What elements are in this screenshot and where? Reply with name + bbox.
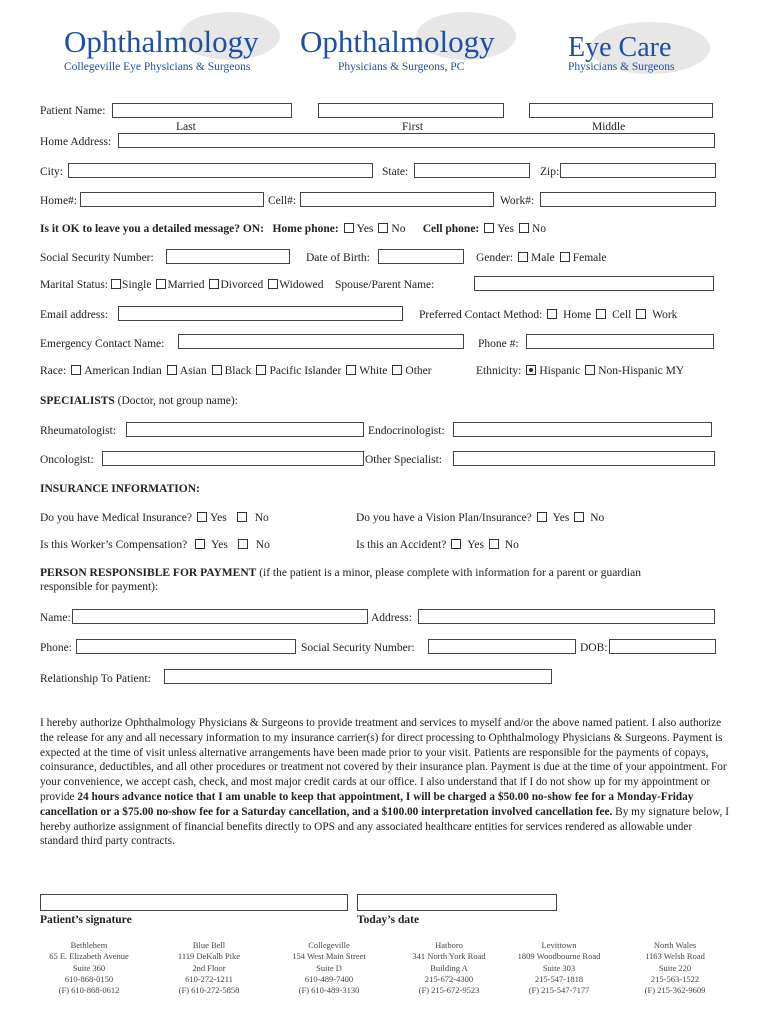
marital-group: [40, 278, 434, 292]
checkbox-icon[interactable]: [346, 365, 356, 375]
location-bethlehem: [34, 940, 144, 996]
medical-insurance-question: [40, 511, 269, 525]
home-phone-option: Home phone:: [272, 223, 339, 235]
hispanic-label: Hispanic: [539, 365, 581, 377]
race-group: [40, 364, 432, 378]
email-field[interactable]: [118, 306, 403, 321]
home-address-label: Home Address:: [40, 136, 112, 148]
logo-eyecare: [540, 18, 720, 78]
authorization-paragraph: [40, 716, 732, 849]
yes-label: Yes: [210, 512, 227, 524]
work-phone-field[interactable]: [540, 192, 716, 207]
checkbox-icon[interactable]: [344, 223, 354, 233]
married-label: Married: [167, 279, 205, 291]
todays-date-field[interactable]: [357, 894, 557, 911]
location-name: North Wales: [653, 940, 697, 950]
checkbox-icon[interactable]: [547, 309, 557, 319]
ssn-label: Social Security Number:: [40, 252, 154, 264]
location-fax: (F) 610-489-3130: [298, 985, 360, 996]
email-label: Email address:: [40, 309, 109, 321]
location-name: Levittown: [541, 940, 577, 950]
last-caption: Last: [176, 121, 196, 133]
patient-name-label: Patient Name:: [40, 105, 106, 117]
yes-label: Yes: [356, 223, 374, 235]
medical-q-text: Do you have Medical Insurance?: [40, 512, 192, 524]
emergency-contact-label: Emergency Contact Name:: [40, 338, 165, 350]
no-label: No: [590, 512, 605, 524]
checkbox-icon[interactable]: [484, 223, 494, 233]
payer-address-label: Address:: [371, 612, 412, 624]
location-fax: (F) 215-547-7177: [528, 985, 590, 996]
payer-name-label: Name:: [40, 612, 71, 624]
oncologist-field[interactable]: [102, 451, 364, 466]
pref-cell-label: Cell: [612, 309, 632, 321]
marital-label: Marital Status:: [40, 279, 109, 291]
location-suite: Suite 303: [542, 962, 576, 973]
location-phone: 215-672-4300: [424, 973, 474, 984]
dob-field[interactable]: [378, 249, 464, 264]
location-blue-bell: [154, 940, 264, 996]
payer-phone-field[interactable]: [76, 639, 296, 654]
preferred-contact-label: Preferred Contact Method:: [419, 309, 543, 321]
workers-comp-question: [40, 538, 270, 552]
zip-field[interactable]: [560, 163, 716, 178]
location-collegeville: [274, 940, 384, 996]
emergency-phone-field[interactable]: [526, 334, 714, 349]
dob-label: Date of Birth:: [306, 252, 370, 264]
location-address: 154 West Main Street: [292, 951, 366, 962]
emergency-phone-label: Phone #:: [478, 338, 519, 350]
payment-heading: [40, 566, 641, 580]
authorization-text-2: By my signature below, I hereby authorize assignment of financial benefits directly to OPS and any associated healthcare entities for services rendered as allowable under standard third party contracts.: [40, 805, 729, 848]
spouse-label: Spouse/Parent Name:: [335, 279, 435, 291]
location-fax: (F) 215-362-9609: [644, 985, 706, 996]
work-phone-label: Work#:: [500, 195, 535, 207]
vision-q-text: Do you have a Vision Plan/Insurance?: [356, 512, 532, 524]
insurance-heading: INSURANCE INFORMATION:: [40, 483, 200, 495]
message-question-text: Is it OK to leave you a detailed message? ON:: [40, 223, 264, 235]
middle-name-field[interactable]: [529, 103, 713, 118]
no-label: No: [532, 223, 547, 235]
ethnicity-label: Ethnicity:: [476, 365, 522, 377]
location-name: Blue Bell: [192, 940, 226, 950]
other-specialist-field[interactable]: [453, 451, 715, 466]
payer-address-field[interactable]: [418, 609, 715, 624]
home-phone-label: Home#:: [40, 195, 78, 207]
specialists-heading: [40, 394, 238, 408]
asian-label: Asian: [179, 365, 207, 377]
first-name-field[interactable]: [318, 103, 504, 118]
location-phone: 610-489-7400: [304, 973, 354, 984]
non-hispanic-label: Non-Hispanic MY: [598, 365, 685, 377]
location-fax: (F) 215-672-9523: [418, 985, 480, 996]
logo-title: Eye Care: [568, 32, 672, 63]
yes-label: Yes: [467, 539, 484, 551]
authorization-text-1: I hereby authorize Ophthalmology Physicians & Surgeons to provide treatment and services to myself and/or the above named patient. I also authorize the release for any and all necessary information to my insurance carrier(s) for direct processing to Ophthalmology Physicians & Surgeons. Payment is expected at the time of visit unless alternative arrangements have been made prior to your visit. Patients are responsible for the payments of copays, coinsurance, deductibles, and all other procedures or treatment not covered by their insurance plan. Payment is due at the time of your appointment. For your convenience, we accept cash, check, and most major credit cards at our office. I also understand that if I do not show up for my appointment or provide: [40, 717, 727, 803]
gender-label: Gender:: [476, 252, 514, 264]
male-label: Male: [531, 252, 555, 264]
rheumatologist-field[interactable]: [126, 422, 364, 437]
ethnicity-group: [476, 364, 684, 378]
rheumatologist-label: Rheumatologist:: [40, 425, 117, 437]
city-label: City:: [40, 166, 64, 178]
location-phone: 610-868-0150: [64, 973, 114, 984]
american-indian-label: American Indian: [84, 365, 162, 377]
checkbox-icon[interactable]: [489, 539, 499, 549]
checkbox-icon[interactable]: [111, 279, 121, 289]
logo-title: Ophthalmology: [64, 24, 259, 59]
no-label: No: [391, 223, 406, 235]
pacific-islander-label: Pacific Islander: [269, 365, 342, 377]
checkbox-icon[interactable]: [636, 309, 646, 319]
location-fax: (F) 610-868-0612: [58, 985, 120, 996]
checkbox-icon[interactable]: [256, 365, 266, 375]
pref-work-label: Work: [652, 309, 678, 321]
home-address-field[interactable]: [118, 133, 715, 148]
payer-ssn-label: Social Security Number:: [301, 642, 415, 654]
yes-label: Yes: [497, 223, 514, 235]
specialists-note: (Doctor, not group name):: [117, 395, 238, 407]
no-label: No: [504, 539, 519, 551]
black-label: Black: [224, 365, 252, 377]
single-label: Single: [122, 279, 152, 291]
checkbox-icon[interactable]: [268, 279, 278, 289]
checkbox-icon[interactable]: [451, 539, 461, 549]
pref-home-label: Home: [563, 309, 592, 321]
checkbox-icon[interactable]: [519, 223, 529, 233]
logo-subtitle: Collegeville Eye Physicians & Surgeons: [64, 61, 251, 73]
relationship-field[interactable]: [164, 669, 552, 684]
middle-caption: Middle: [592, 121, 626, 133]
checkbox-icon[interactable]: [574, 512, 584, 522]
no-label: No: [255, 539, 270, 551]
checkbox-icon[interactable]: [167, 365, 177, 375]
checkbox-icon[interactable]: [212, 365, 222, 375]
preferred-contact-group: [419, 308, 677, 322]
last-name-field[interactable]: [112, 103, 292, 118]
yes-label: Yes: [552, 512, 570, 524]
first-caption: First: [402, 121, 424, 133]
checkbox-icon[interactable]: [585, 365, 595, 375]
payer-dob-label: DOB:: [580, 642, 608, 654]
location-north-wales: [620, 940, 730, 996]
workers-q-text: Is this Worker’s Compensation?: [40, 539, 188, 551]
location-hatboro: [394, 940, 504, 996]
checkbox-icon[interactable]: [197, 512, 207, 522]
checkbox-icon[interactable]: [560, 252, 570, 262]
cell-phone-field[interactable]: [300, 192, 494, 207]
patient-signature-field[interactable]: [40, 894, 348, 911]
accident-question: [356, 538, 519, 552]
no-label: No: [254, 512, 269, 524]
vision-insurance-question: [356, 511, 604, 525]
location-suite: 2nd Floor: [192, 962, 226, 973]
spouse-name-field[interactable]: [474, 276, 714, 291]
specialists-title: SPECIALISTS: [40, 395, 115, 407]
location-address: 341 North York Road: [412, 951, 486, 962]
checkbox-icon[interactable]: [378, 223, 388, 233]
endocrinologist-field[interactable]: [453, 422, 712, 437]
ssn-field[interactable]: [166, 249, 290, 264]
location-address: 65 E. Elizabeth Avenue: [49, 951, 129, 962]
checkbox-icon[interactable]: [238, 539, 248, 549]
payment-note: (if the patient is a minor, please complete with information for a parent or guardian: [256, 567, 641, 579]
logo-subtitle: Physicians & Surgeons: [568, 61, 675, 73]
checkbox-icon[interactable]: [195, 539, 205, 549]
city-field[interactable]: [68, 163, 373, 178]
location-suite: Suite 360: [72, 962, 106, 973]
logo-subtitle: Physicians & Surgeons, PC: [338, 61, 465, 73]
checkbox-icon[interactable]: [537, 512, 547, 522]
logo-collegeville: [60, 18, 300, 78]
checkbox-icon[interactable]: [71, 365, 81, 375]
logo-ops: [298, 18, 528, 78]
patient-signature-label: Patient’s signature: [40, 914, 132, 926]
checkbox-icon[interactable]: [209, 279, 219, 289]
home-phone-field[interactable]: [80, 192, 264, 207]
payer-dob-field[interactable]: [609, 639, 716, 654]
divorced-label: Divorced: [220, 279, 264, 291]
checkbox-icon[interactable]: [237, 512, 247, 522]
oncologist-label: Oncologist:: [40, 454, 94, 466]
location-address: 1163 Welsh Road: [645, 951, 705, 962]
location-name: Hatboro: [435, 940, 463, 950]
endocrinologist-label: Endocrinologist:: [368, 425, 445, 437]
location-address: 1809 Woodbourne Road: [517, 951, 601, 962]
other-specialist-label: Other Specialist:: [365, 454, 442, 466]
location-phone: 215-563-1522: [650, 973, 700, 984]
todays-date-label: Today’s date: [357, 914, 420, 926]
white-label: White: [359, 365, 388, 377]
accident-q-text: Is this an Accident?: [356, 539, 447, 551]
checkbox-icon[interactable]: [156, 279, 166, 289]
payment-title: PERSON RESPONSIBLE FOR PAYMENT: [40, 567, 257, 579]
payer-name-field[interactable]: [72, 609, 368, 624]
state-field[interactable]: [414, 163, 530, 178]
payment-note-line2: responsible for payment):: [40, 581, 159, 593]
location-address: 1119 DeKalb Pike: [177, 951, 241, 962]
location-fax: (F) 610-272-5858: [178, 985, 240, 996]
state-label: State:: [382, 166, 409, 178]
gender-group: [476, 251, 607, 265]
location-name: Bethlehem: [70, 940, 108, 950]
location-suite: Suite 220: [658, 962, 692, 973]
other-label: Other: [405, 365, 432, 377]
location-levittown: [504, 940, 614, 996]
location-name: Collegeville: [308, 940, 350, 950]
payer-phone-label: Phone:: [40, 642, 72, 654]
message-question: [40, 222, 546, 236]
relationship-label: Relationship To Patient:: [40, 673, 151, 685]
cell-phone-option: Cell phone:: [422, 223, 480, 235]
location-phone: 215-547-1818: [534, 973, 584, 984]
location-phone: 610-272-1211: [185, 973, 233, 984]
authorization-fee-notice: 24 hours advance notice that I am unable to keep that appointment, I will be charged a $50.00 no-show fee for a Monday-Friday cancellation or a $75.00 no-show fee for a Saturday cancellation, and a $100.00 interpretation involved cancellation fee.: [40, 790, 694, 818]
widowed-label: Widowed: [279, 279, 324, 291]
checkbox-icon[interactable]: [392, 365, 402, 375]
location-suite: Suite D: [316, 962, 342, 973]
yes-label: Yes: [211, 539, 228, 551]
emergency-contact-field[interactable]: [178, 334, 464, 349]
logo-title: Ophthalmology: [300, 24, 495, 59]
race-label: Race:: [40, 365, 67, 377]
zip-label: Zip:: [540, 166, 560, 178]
female-label: Female: [572, 252, 607, 264]
checkbox-icon[interactable]: [596, 309, 606, 319]
payer-ssn-field[interactable]: [428, 639, 576, 654]
checkbox-icon[interactable]: [518, 252, 528, 262]
cell-phone-label: Cell#:: [268, 195, 297, 207]
checkbox-icon[interactable]: [526, 365, 536, 375]
location-suite: Building A: [430, 962, 468, 973]
